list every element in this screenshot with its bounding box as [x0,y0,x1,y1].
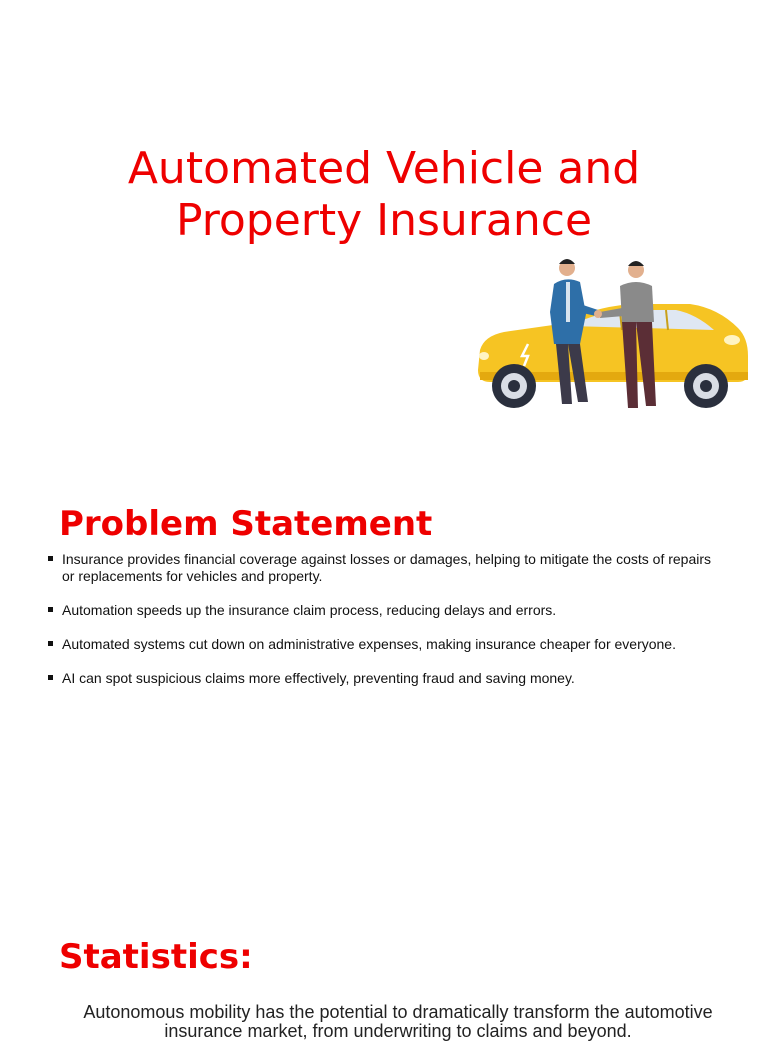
bullet-text: Automation speeds up the insurance claim process, reducing delays and errors. [62,602,557,618]
title-line-1: Automated Vehicle and [127,143,641,195]
list-item [46,602,726,619]
problem-statement-heading: Problem Statement [59,504,433,545]
bullet-icon [48,675,53,680]
car-handshake-illustration [470,252,752,414]
statistics-heading: Statistics: [59,937,253,978]
page-title [0,143,768,247]
bullet-icon [48,556,53,561]
bullet-text: Automated systems cut down on administrative expenses, making insurance cheaper for everyone. [62,636,676,652]
list-item [46,636,726,653]
list-item [46,551,726,585]
list-item [46,670,726,687]
bullet-icon [48,607,53,612]
bullet-text: AI can spot suspicious claims more effectively, preventing fraud and saving money. [62,670,575,686]
title-line-2: Property Insurance [175,195,593,247]
bullet-icon [48,641,53,646]
problem-bullet-list [46,551,726,704]
statistics-paragraph: Autonomous mobility has the potential to dramatically transform the automotive insurance market, from underwriting to claims and beyond. [83,1002,713,1041]
bullet-text: Insurance provides financial coverage against losses or damages, helping to mitigate the costs of repairs or replacements for vehicles and property. [62,551,712,584]
